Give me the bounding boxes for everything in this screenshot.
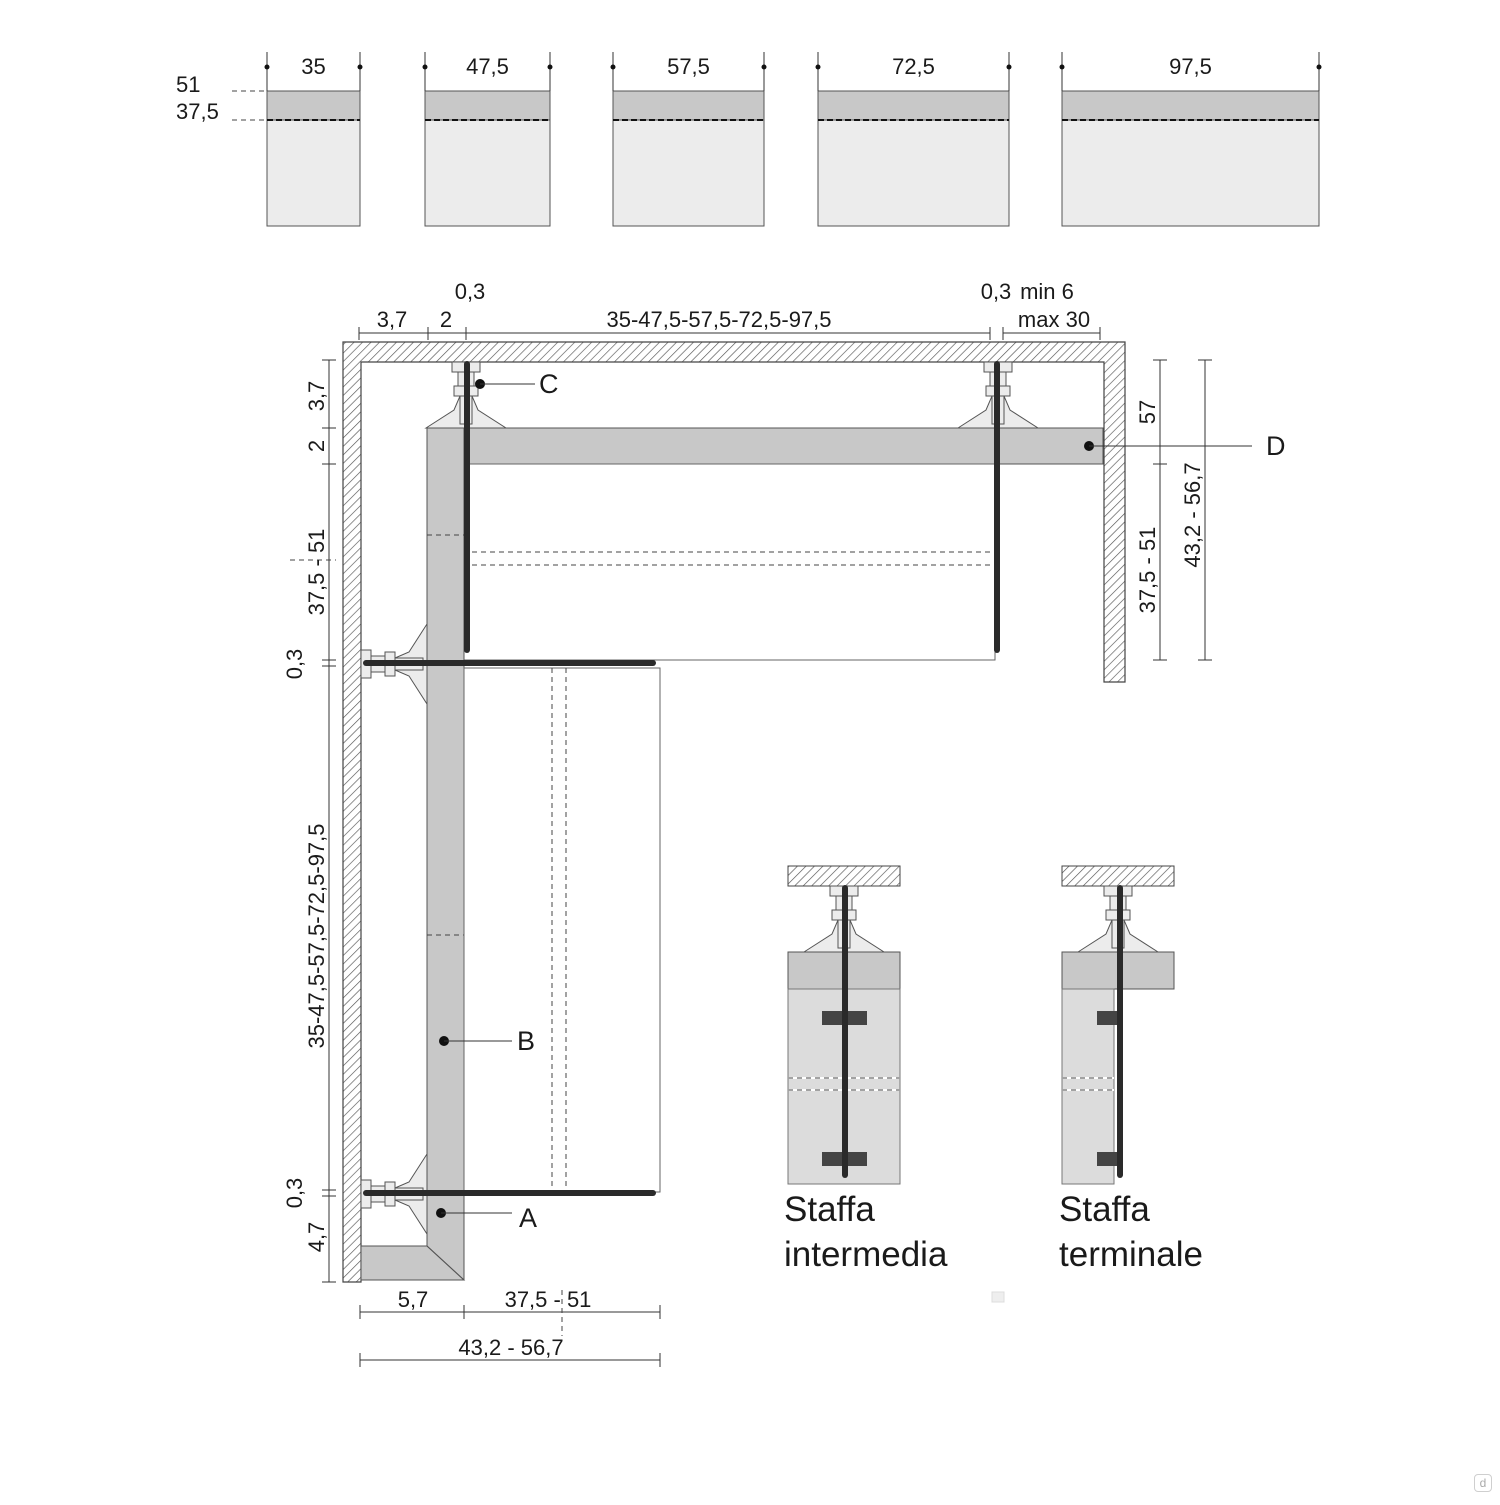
svg-text:B: B [517,1026,536,1056]
detail-intermediate-bracket [784,866,948,1274]
width-variants-row [176,52,1322,226]
dim-width-range: 35-47,5-57,5-72,5-97,5 [606,307,832,332]
depth-lower-label: 37,5 [176,99,219,124]
dim-gap-right: 0,3 [980,279,1012,304]
dim-3-7: 3,7 [376,307,408,332]
width-variant-47-5 [423,52,553,226]
dim-max: max 30 [1017,307,1091,332]
dim-min: min 6 [1020,279,1074,304]
decorative-mark [992,1292,1004,1302]
dim-bottom-depth: 37,5 - 51 [504,1287,592,1312]
width-variant-57-5 [611,52,767,226]
width-label: 97,5 [1169,54,1212,79]
svg-text:D: D [1266,431,1286,461]
top-shelf-panel [427,428,1103,660]
width-label: 47,5 [466,54,509,79]
depth-upper-label: 51 [176,72,201,97]
label-c [475,369,559,399]
dim-left-gap-lower: 0,3 [282,1177,307,1209]
dim-depth-right: 37,5 - 51 [1135,526,1160,614]
dim-left-3-7: 3,7 [304,380,329,412]
dim-2: 2 [439,307,453,332]
dim-left-range: 35-47,5-57,5-72,5-97,5 [304,823,329,1049]
right-dimensions [1135,360,1212,660]
bottom-dimensions [360,1287,660,1367]
terminal-caption-line1: Staffa [1059,1190,1150,1229]
intermediate-caption-line1: Staffa [784,1190,875,1229]
depth-markers [176,72,267,124]
dim-bottom-5-7: 5,7 [397,1287,429,1312]
terminal-caption-line2: terminale [1059,1235,1203,1274]
width-label: 72,5 [892,54,935,79]
dim-left-depth: 37,5 - 51 [304,528,329,616]
left-dimensions [282,360,336,1282]
dim-57: 57 [1135,399,1160,425]
width-variant-35 [265,52,363,226]
intermediate-caption-line2: intermedia [784,1235,948,1274]
dim-left-gap-upper: 0,3 [282,648,307,680]
dim-bottom-overall: 43,2 - 56,7 [458,1335,564,1360]
width-variant-97-5 [1060,52,1322,226]
watermark-badge: d [1474,1474,1492,1492]
dim-overall-right: 43,2 - 56,7 [1180,462,1205,568]
svg-text:C: C [539,369,559,399]
width-label: 35 [301,54,326,79]
dim-gap-left: 0,3 [454,279,486,304]
width-label: 57,5 [667,54,710,79]
detail-terminal-bracket [1059,866,1203,1274]
width-variant-72-5 [816,52,1012,226]
svg-text:A: A [519,1203,538,1233]
dim-left-2: 2 [304,439,329,453]
top-dimensions [359,279,1100,340]
dim-left-4-7: 4,7 [304,1221,329,1253]
